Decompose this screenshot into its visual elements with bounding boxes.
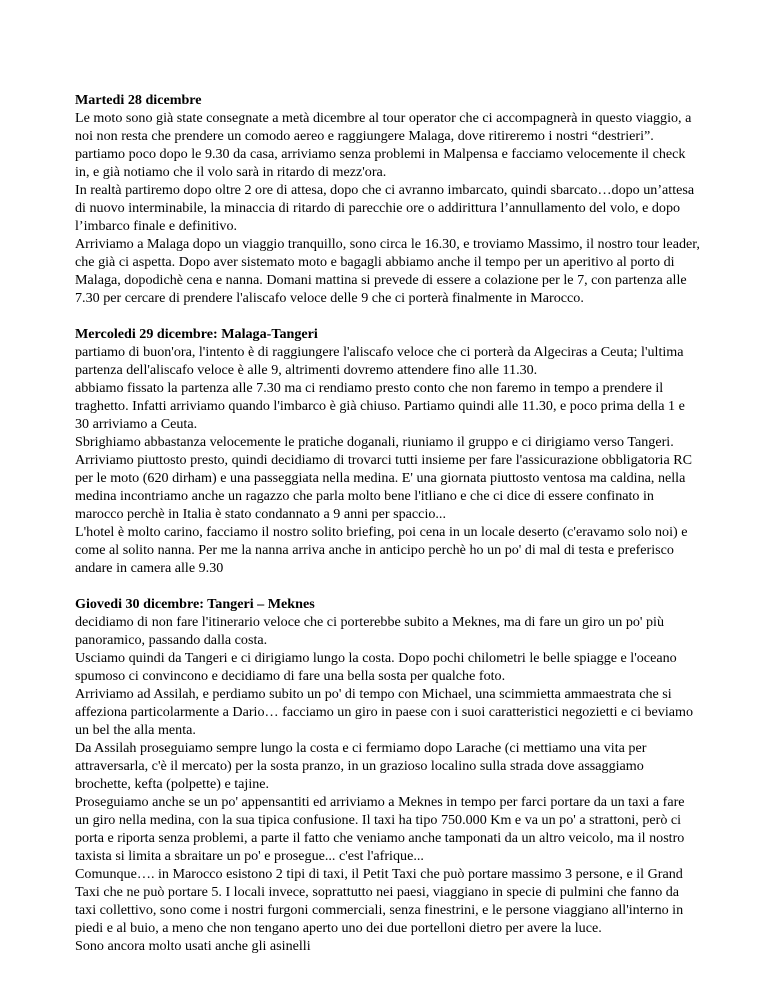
diary-entry-dec-29: [75, 325, 700, 577]
entry-paragraph: partiamo di buon'ora, l'intento è di raggiungere l'aliscafo veloce che ci porterà da Algeciras a Ceuta; l'ultima partenza dell'aliscafo veloce è alle 9, altrimenti dovremo attendere fino alle 11.30.: [75, 344, 684, 378]
entry-paragraph: Arriviamo piuttosto presto, quindi decidiamo di trovarci tutti insieme per fare l'assicurazione obbligatoria RC per le moto (620 dirham) e una passeggiata nella medina. E' una giornata piuttosto ventosa ma caldina, nella medina incontriamo anche un ragazzo che parla molto bene l'itliano e che ci dice di essere confinato in marocco perchè in Italia è stato condannato a 9 anni per spaccio...: [75, 452, 693, 522]
entry-paragraph: Arriviamo a Malaga dopo un viaggio tranquillo, sono circa le 16.30, e troviamo Massimo, il nostro tour leader, che già ci aspetta. Dopo aver sistemato moto e bagagli abbiamo anche il tempo per un aperitivo al porto di Malaga, dopodichè cena e nanna. Domani mattina si prevede di essere a colazione per le 7, con partenza alle 7.30 per cercare di prendere l'aliscafo veloce delle 9 che ci porterà finalmente in Marocco.: [75, 236, 700, 306]
entry-paragraph: Proseguiamo anche se un po' appensantiti ed arriviamo a Meknes in tempo per farci portare da un taxi a fare un giro nella medina, con la sua tipica confusione. Il taxi ha tipo 750.000 Km e va un po' a strattoni, però ci porta e riporta senza problemi, a parte il fatto che veniamo anche tamponati da un altro veicolo, ma il nostro taxista si limita a sbraitare un po' e prosegue... c'est l'afrique...: [75, 794, 685, 864]
entry-paragraph: Da Assilah proseguiamo sempre lungo la costa e ci fermiamo dopo Larache (ci mettiamo una vita per attraversarla, c'è il mercato) per la sosta pranzo, in un grazioso localino sulla strada dove assaggiamo brochette, kefta (polpette) e tajine.: [75, 740, 647, 792]
document-page: [75, 91, 700, 973]
entry-paragraph: Comunque…. in Marocco esistono 2 tipi di taxi, il Petit Taxi che può portare massimo 3 persone, e il Grand Taxi che ne può portare 5. I locali invece, soprattutto nei paesi, viaggiano in specie di pulmini che fanno da taxi collettivo, sono come i nostri furgoni commerciali, senza finestrini, e le persone viaggiano all'interno in piedi e al buio, a meno che non tengano aperto uno dei due portelloni dietro per avere la luce.: [75, 866, 684, 936]
entry-paragraph: In realtà partiremo dopo oltre 2 ore di attesa, dopo che ci avranno imbarcato, quindi sbarcato…dopo un’attesa di nuovo interminabile, la minaccia di ritardo di parecchie ore o addirittura l’annullamento del volo, e dopo l’imbarco finale e definitivo.: [75, 182, 695, 234]
entry-paragraph: decidiamo di non fare l'itinerario veloce che ci porterebbe subito a Meknes, ma di fare un giro un po' più panoramico, passando dalla costa.: [75, 614, 664, 648]
entry-paragraph: Usciamo quindi da Tangeri e ci dirigiamo lungo la costa. Dopo pochi chilometri le belle spiagge e l'oceano spumoso ci convincono e decidiamo di fare una bella sosta per qualche foto.: [75, 650, 677, 684]
entry-paragraph: partiamo poco dopo le 9.30 da casa, arriviamo senza problemi in Malpensa e facciamo velocemente il check in, e già notiamo che il volo sarà in ritardo di mezz'ora.: [75, 146, 686, 180]
entry-heading: Giovedi 30 dicembre: Tangeri – Meknes: [75, 596, 315, 612]
diary-entry-dec-28: [75, 91, 700, 307]
entry-paragraph: abbiamo fissato la partenza alle 7.30 ma ci rendiamo presto conto che non faremo in tempo a prendere il traghetto. Infatti arriviamo quando l'imbarco è già chiuso. Partiamo quindi alle 11.30, e poco prima della 1 e 30 arriviamo a Ceuta.: [75, 380, 685, 432]
diary-entry-dec-30: [75, 595, 700, 955]
entry-paragraph: Sbrighiamo abbastanza velocemente le pratiche doganali, riuniamo il gruppo e ci dirigiamo verso Tangeri.: [75, 434, 674, 450]
entry-paragraph: Sono ancora molto usati anche gli asinelli: [75, 938, 311, 954]
entry-paragraph: L'hotel è molto carino, facciamo il nostro solito briefing, poi cena in un locale deserto (c'eravamo solo noi) e come al solito nanna. Per me la nanna arriva anche in anticipo perchè ho un po' di mal di testa e preferisco andare in camera alle 9.30: [75, 524, 688, 576]
entry-heading: Mercoledi 29 dicembre: Malaga-Tangeri: [75, 326, 318, 342]
entry-paragraph: Arriviamo ad Assilah, e perdiamo subito un po' di tempo con Michael, una scimmietta ammaestrata che si affeziona particolarmente a Dario… facciamo un giro in paese con i suoi caratteristici negozietti e ci beviamo un bel the alla menta.: [75, 686, 694, 738]
entry-heading: Martedi 28 dicembre: [75, 92, 202, 108]
entry-paragraph: Le moto sono già state consegnate a metà dicembre al tour operator che ci accompagnerà in questo viaggio, a noi non resta che prendere un comodo aereo e raggiungere Malaga, dove ritireremo i nostri “destrieri”.: [75, 110, 692, 144]
